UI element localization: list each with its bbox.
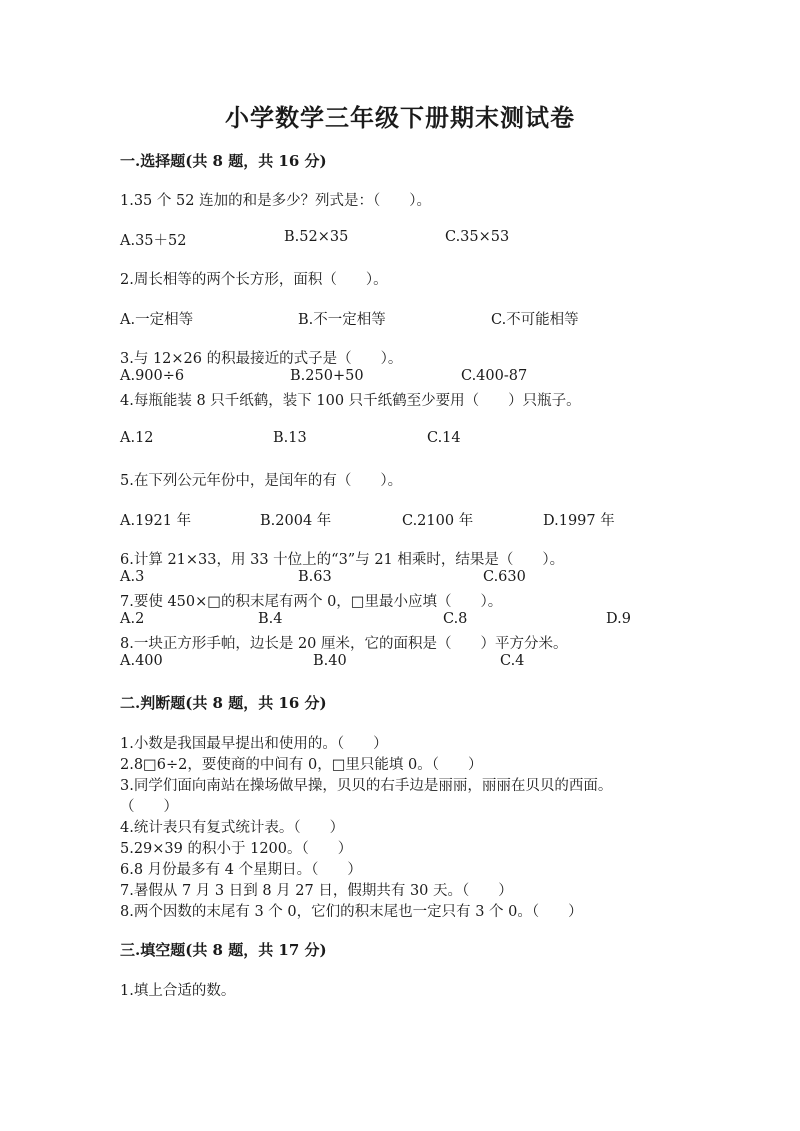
option-c: C.400-87 (461, 368, 528, 384)
question-text: 1.填上合适的数。 (120, 983, 236, 999)
section-title-fill-in: 三.填空题(共 8 题，共 17 分) (120, 941, 327, 959)
option-a: A.3 (120, 569, 145, 585)
option-c: C.4 (500, 653, 525, 669)
option-b: B.40 (313, 653, 347, 669)
option-b: B.52×35 (284, 229, 349, 245)
question-text: 1.小数是我国最早提出和使用的。（ ） (120, 736, 388, 752)
option-d: D.1997 年 (543, 513, 615, 529)
question-text: 5.29×39 的积小于 1200。（ ） (120, 841, 353, 857)
section-title-choice: 一.选择题(共 8 题，共 16 分) (120, 152, 327, 170)
option-b: B.63 (298, 569, 332, 585)
question-text: 3.同学们面向南站在操场做早操，贝贝的右手边是丽丽，丽丽在贝贝的西面。 (120, 778, 613, 794)
question-text: 1.35 个 52 连加的和是多少？列式是：（ ）。 (120, 193, 432, 209)
option-b: B.4 (258, 611, 283, 627)
question-text: 4.统计表只有复式统计表。（ ） (120, 820, 345, 836)
option-a: A.400 (120, 653, 163, 669)
option-c: C.8 (443, 611, 468, 627)
option-a: A.900÷6 (120, 368, 185, 384)
question-text: 2.周长相等的两个长方形，面积（ ）。 (120, 272, 388, 288)
option-a: A.2 (120, 611, 145, 627)
option-c: C.2100 年 (402, 513, 474, 529)
question-text: 5.在下列公元年份中，是闰年的有（ ）。 (120, 473, 403, 489)
option-a: A.35＋52 (120, 233, 187, 249)
option-c: C.630 (483, 569, 526, 585)
option-a: A.12 (120, 430, 154, 446)
page-title: 小学数学三年级下册期末测试卷 (225, 103, 575, 132)
question-text: 6.8 月份最多有 4 个星期日。（ ） (120, 862, 362, 878)
question-text: 4.每瓶能装 8 只千纸鹤，装下 100 只千纸鹤至少要用（ ）只瓶子。 (120, 393, 581, 409)
section-title-judgement: 二.判断题(共 8 题，共 16 分) (120, 694, 327, 712)
question-text: 3.与 12×26 的积最接近的式子是（ ）。 (120, 351, 403, 367)
question-text: 8.一块正方形手帕，边长是 20 厘米，它的面积是（ ）平方分米。 (120, 636, 568, 652)
option-b: B.250+50 (290, 368, 364, 384)
option-b: B.13 (273, 430, 307, 446)
option-d: D.9 (606, 611, 631, 627)
option-a: A.1921 年 (120, 513, 192, 529)
question-continuation: （ ） (120, 799, 178, 815)
question-text: 6.计算 21×33，用 33 十位上的“3”与 21 相乘时，结果是（ ）。 (120, 552, 565, 568)
option-c: C.不可能相等 (491, 312, 579, 328)
question-text: 2.8□6÷2，要使商的中间有 0，□里只能填 0。（ ） (120, 757, 483, 773)
option-a: A.一定相等 (120, 312, 194, 328)
question-text: 7.暑假从 7 月 3 日到 8 月 27 日，假期共有 30 天。（ ） (120, 883, 513, 899)
option-c: C.14 (427, 430, 461, 446)
question-text: 7.要使 450×□的积末尾有两个 0，□里最小应填（ ）。 (120, 594, 503, 610)
question-text: 8.两个因数的末尾有 3 个 0，它们的积末尾也一定只有 3 个 0。（ ） (120, 904, 583, 920)
option-b: B.不一定相等 (298, 312, 386, 328)
option-b: B.2004 年 (260, 513, 332, 529)
option-c: C.35×53 (445, 229, 510, 245)
